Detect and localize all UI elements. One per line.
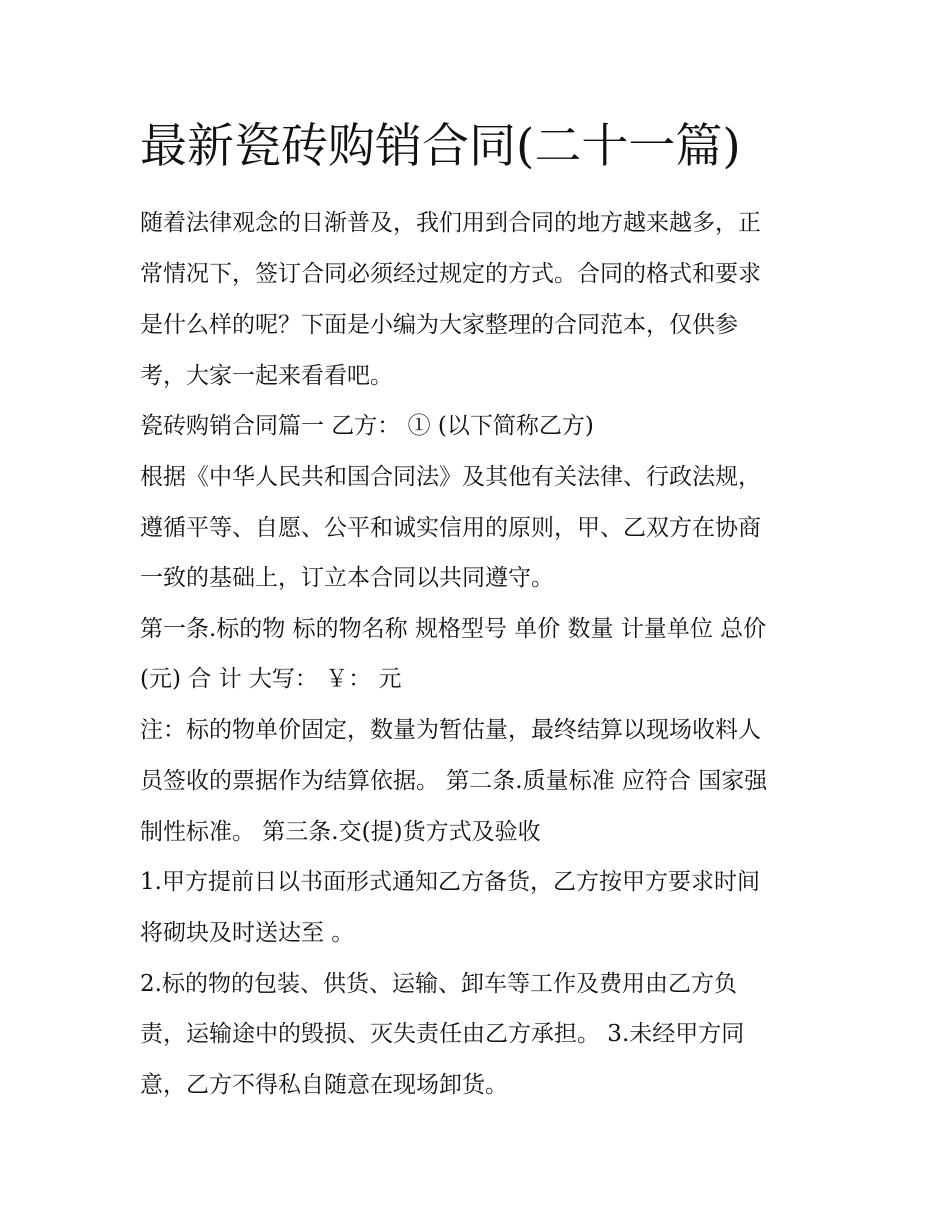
clause-line: 责，运输途中的毁损、灭失责任由乙方承担。 3.未经甲方同 [140,1021,745,1047]
paragraph-line: 随着法律观念的日渐普及，我们用到合同的地方越来越多，正 [140,210,761,236]
paragraph-line: 根据《中华人民共和国合同法》及其他有关法律、行政法规， [140,464,761,490]
section-heading-line: 瓷砖购销合同篇一 乙方： ① (以下简称乙方) [140,413,594,439]
clause-line: 2.标的物的包装、供货、运输、卸车等工作及费用由乙方负 [140,971,737,997]
paragraph-line: 一致的基础上，订立本合同以共同遵守。 [140,565,554,591]
clause-line: 意，乙方不得私自随意在现场卸货。 [140,1072,508,1098]
clause-line: 将砌块及时送达至 。 [140,920,355,946]
paragraph-line: 遵循平等、自愿、公平和诚实信用的原则，甲、乙双方在协商 [140,515,761,541]
clause-line: 1.甲方提前日以书面形式通知乙方备货，乙方按甲方要求时间 [140,869,760,895]
article-line: 第一条.标的物 标的物名称 规格型号 单价 数量 计量单位 总价 [140,616,767,642]
article-line: (元) 合 计 大写： ￥： 元 [140,666,402,692]
note-line: 员签收的票据作为结算依据。 第二条.质量标准 应符合 国家强 [140,768,768,794]
document-title: 最新瓷砖购销合同(二十一篇) [140,119,741,174]
paragraph-line: 考，大家一起来看看吧。 [140,363,393,389]
note-line: 注：标的物单价固定，数量为暂估量，最终结算以现场收料人 [140,717,761,743]
paragraph-line: 是什么样的呢？下面是小编为大家整理的合同范本，仅供参 [140,312,738,338]
article-line: 制性标准。 第三条.交(提)货方式及验收 [140,819,541,845]
paragraph-line: 常情况下，签订合同必须经过规定的方式。合同的格式和要求 [140,261,761,287]
